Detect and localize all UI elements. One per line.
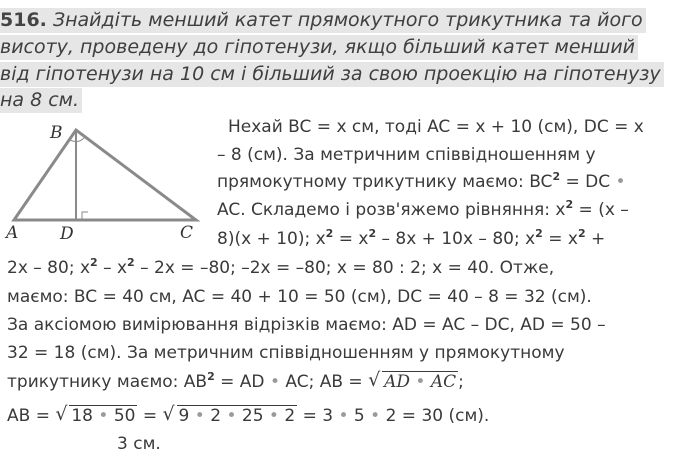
sqrt-18-50: √ 18 • 50 xyxy=(55,403,136,426)
triangle-diagram xyxy=(4,118,204,246)
problem-text: Знайдіть менший катет прямокутного трикутника та його xyxy=(52,9,643,31)
problem-line-1 xyxy=(0,8,646,33)
solution-line-10: трикутнику маємо: $AB^2$ = AD • AC; AB = √ AD • AC ; xyxy=(7,369,464,392)
label-d: D xyxy=(60,224,74,244)
label-b: B xyxy=(50,123,63,143)
solution-line-8: За аксіомою вимірювання відрізків маємо: AD = AC – DC, AD = 50 – xyxy=(7,315,606,335)
solution-line-2: – 8 (см). За метричним співвідношенням у xyxy=(217,145,596,165)
solution-line-4: AC. Складемо і розв'яжемо рівняння: $x^2 = (x$ – xyxy=(217,198,629,220)
solution-line-1: Нехай BC = x см, тоді AC = x + 10 (см), DC = x xyxy=(228,117,644,137)
sqrt-9-2-25-2: √ 9 • 2 • 25 • 2 xyxy=(162,403,296,426)
solution-line-11: AB = √ 18 • 50 = √ 9 • 2 • 25 • 2 = 3 • 5 • 2 = 30 (см). xyxy=(7,403,490,426)
solution-line-9: 32 = 18 (см). За метричним співвідношенням у прямокутному xyxy=(7,343,565,363)
triangle-abc xyxy=(14,130,196,220)
solution-line-5: 8)(x + 10); $x^2 = x^2 - 8x + 10x - 80$; $x^2 = x^2$ + xyxy=(217,227,606,249)
solution-answer: 3 см. xyxy=(117,434,161,454)
sqrt-ad-ac: √ AD • AC xyxy=(368,369,457,392)
solution-line-7: маємо: BC = 40 см, AC = 40 + 10 = 50 (см), DC = 40 – 8 = 32 (см). xyxy=(7,287,592,307)
problem-line-2: висоту, проведену до гіпотенузи, якщо більший катет менший xyxy=(0,35,638,60)
label-c: C xyxy=(180,223,194,243)
problem-line-4: на 8 см. xyxy=(0,88,82,113)
solution-line-6: 2x – 80; $x^2 - x^2 - 2x = -80$; –2x = –80; x = 80 : 2; x = 40. Отже, xyxy=(7,256,555,278)
problem-line-3: від гіпотенузи на 10 см і більший за свою проекцію на гіпотенузу xyxy=(0,62,664,87)
label-a: A xyxy=(6,223,19,243)
solution-line-3: прямокутному трикутнику маємо: $BC^2$ = DC • xyxy=(217,170,626,192)
problem-number: 516. xyxy=(0,9,47,31)
